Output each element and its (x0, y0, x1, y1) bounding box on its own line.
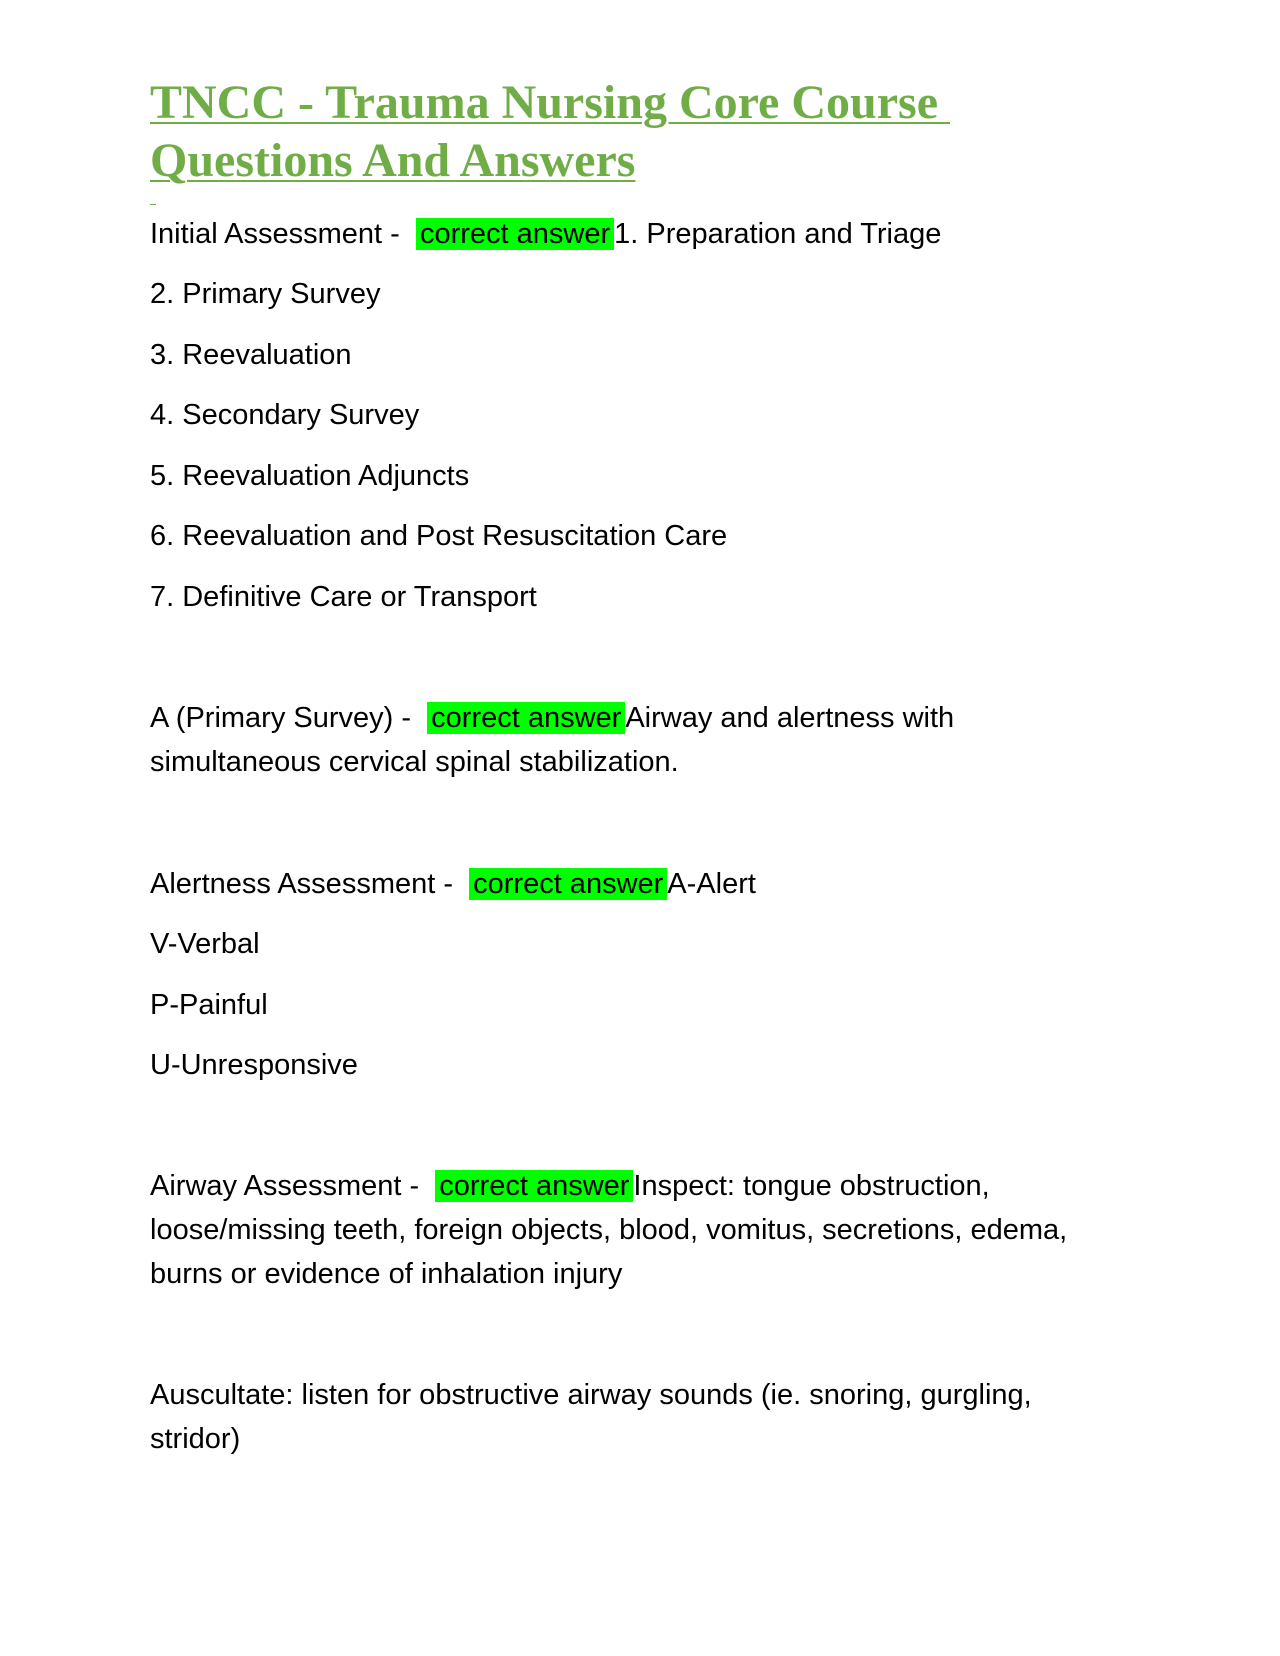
list-item: P-Painful (150, 989, 268, 1021)
primary-survey-question (150, 696, 954, 740)
document-title (150, 74, 1150, 190)
answer-continuation: burns or evidence of inhalation injury (150, 1258, 623, 1290)
title-line-2: Questions And Answers (150, 134, 636, 187)
list-item: 4. Secondary Survey (150, 399, 420, 431)
list-item: 6. Reevaluation and Post Resuscitation Care (150, 520, 728, 552)
answer-text: Airway and alertness with (625, 702, 955, 734)
correct-answer-highlight: correct answer (469, 868, 667, 900)
question-label: Alertness Assessment - (150, 868, 462, 900)
airway-assessment-question (150, 1164, 990, 1208)
list-item: V-Verbal (150, 928, 260, 960)
title-line-1: TNCC - Trauma Nursing Core Course (150, 76, 950, 129)
correct-answer-highlight: correct answer (427, 702, 625, 734)
answer-continuation: loose/missing teeth, foreign objects, blood, vomitus, secretions, edema, (150, 1214, 1068, 1246)
answer-continuation: simultaneous cervical spinal stabilization. (150, 746, 679, 778)
list-item: 5. Reevaluation Adjuncts (150, 460, 470, 492)
answer-text: A-Alert (667, 868, 756, 900)
list-item: 3. Reevaluation (150, 339, 352, 371)
auscultate-paragraph-continuation: stridor) (150, 1423, 241, 1455)
answer-text: 1. Preparation and Triage (614, 218, 942, 250)
question-label: A (Primary Survey) - (150, 702, 420, 734)
list-item: 7. Definitive Care or Transport (150, 581, 537, 613)
question-label: Airway Assessment - (150, 1170, 428, 1202)
question-label: Initial Assessment - (150, 218, 408, 250)
alertness-assessment-question (150, 862, 756, 906)
correct-answer-highlight: correct answer (416, 218, 614, 250)
auscultate-paragraph: Auscultate: listen for obstructive airway sounds (ie. snoring, gurgling, (150, 1379, 1032, 1411)
correct-answer-highlight: correct answer (435, 1170, 633, 1202)
list-item: 2. Primary Survey (150, 278, 381, 310)
title-underline-fragment (150, 204, 156, 205)
initial-assessment-question (150, 212, 941, 256)
list-item: U-Unresponsive (150, 1049, 358, 1081)
answer-text: Inspect: tongue obstruction, (633, 1170, 990, 1202)
